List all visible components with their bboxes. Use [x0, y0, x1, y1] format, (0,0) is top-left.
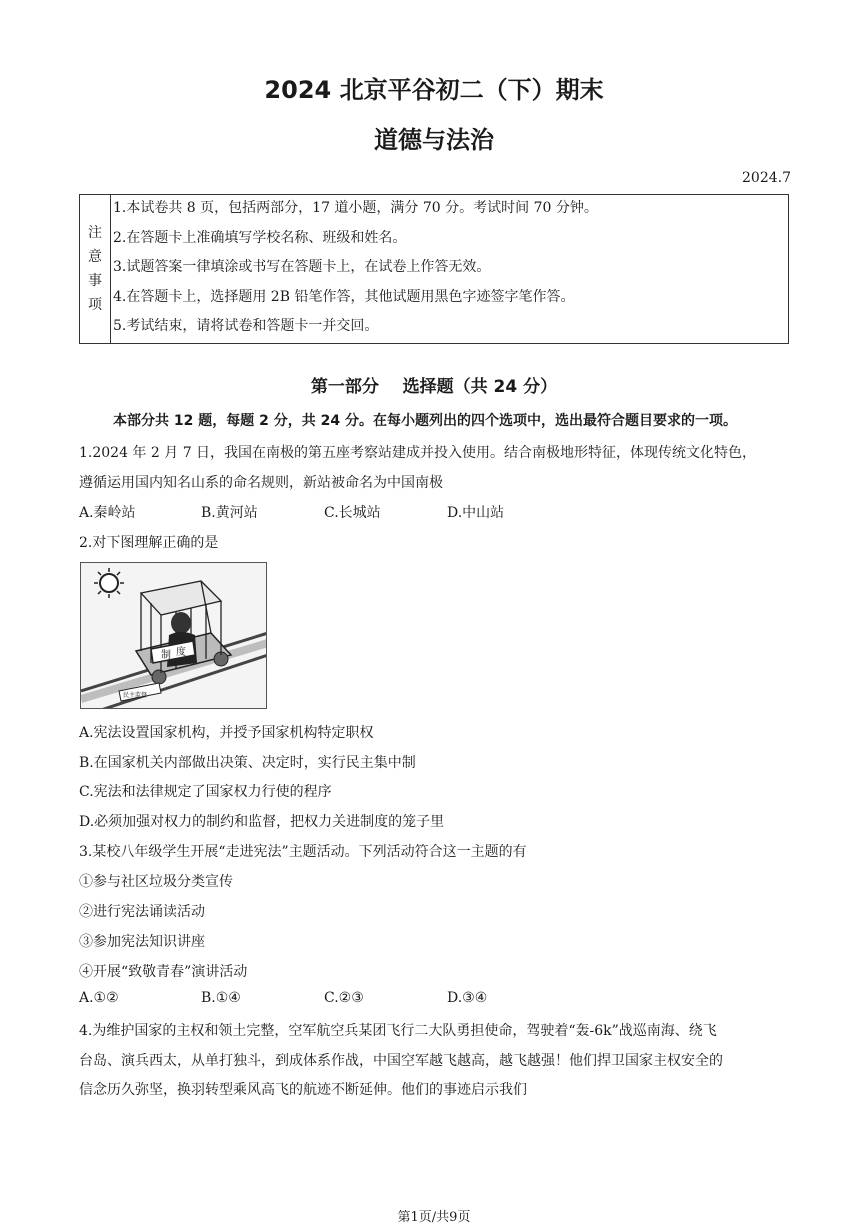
notice-item: 5.考试结束，请将试卷和答题卡一并交回。: [113, 318, 379, 335]
q3-item-3: ③参加宪法知识讲座: [79, 934, 205, 950]
notice-label-char: 项: [88, 297, 102, 313]
q3-item-1: ①参与社区垃圾分类宣传: [79, 874, 233, 890]
q2-option-d[interactable]: D.必须加强对权力的制约和监督，把权力关进制度的笼子里: [79, 814, 445, 830]
q1-option-b[interactable]: B.黄河站: [201, 505, 258, 521]
notice-item: 4.在答题卡上，选择题用 2B 铅笔作答，其他试题用黑色字迹签字笔作答。: [113, 288, 575, 305]
q2-option-c[interactable]: C.宪法和法律规定了国家权力行使的程序: [79, 784, 332, 800]
exam-title: 2024 北京平谷初二（下）期末: [264, 76, 604, 104]
q2-option-b[interactable]: B.在国家机关内部做出决策、决定时，实行民主集中制: [79, 755, 416, 771]
q3-item-4: ④开展“致敬青春”演讲活动: [79, 964, 248, 980]
notice-label-char: 意: [88, 249, 102, 265]
q3-item-2: ②进行宪法诵读活动: [79, 904, 205, 920]
exam-date: 2024.7: [742, 170, 791, 186]
label-board-char-1: 制: [161, 650, 171, 661]
q3-option-d[interactable]: D.③④: [447, 990, 488, 1006]
power-cage-cartoon: [81, 563, 267, 709]
q4-stem-line2: 台岛、演兵西太，从单打独斗，到成体系作战，中国空军越飞越高，越飞越强！他们捍卫国家主权安全的: [79, 1053, 723, 1069]
q3-option-a[interactable]: A.①②: [79, 990, 119, 1006]
label-board-char-2: 度: [176, 647, 186, 658]
notice-box: [79, 194, 789, 344]
cartoon-figure: [80, 562, 267, 709]
q3-stem: 3.某校八年级学生开展“走进宪法”主题活动。下列活动符合这一主题的有: [79, 844, 527, 860]
q1-stem-line2: 遵循运用国内知名山系的命名规则，新站被命名为中国南极: [79, 475, 443, 491]
q1-option-d[interactable]: D.中山站: [447, 505, 505, 521]
q4-stem-line1: 4.为维护国家的主权和领土完整，空军航空兵某团飞行二大队勇担使命，驾驶着“轰-6k”战巡南海、绕飞: [79, 1023, 717, 1039]
q3-option-b[interactable]: B.①④: [201, 990, 241, 1006]
sun-icon: [94, 568, 124, 598]
notice-item: 1.本试卷共 8 页，包括两部分，17 道小题，满分 70 分。考试时间 70 分钟。: [113, 200, 598, 216]
notice-label: [80, 195, 111, 343]
q4-stem-line3: 信念历久弥坚，换羽转型乘风高飞的航迹不断延伸。他们的事迹启示我们: [79, 1082, 527, 1098]
notice-items: [111, 195, 788, 343]
notice-label-char: 注: [88, 225, 102, 241]
q3-option-c[interactable]: C.②③: [324, 990, 364, 1006]
page-footer: 第1页/共9页: [397, 1210, 471, 1225]
subject-title: 道德与法治: [374, 126, 494, 154]
q1-option-a[interactable]: A.秦岭站: [79, 505, 136, 521]
q2-option-a[interactable]: A.宪法设置国家机构，并授予国家机构特定职权: [79, 725, 374, 741]
q1-option-c[interactable]: C.长城站: [324, 505, 381, 521]
section-title: 第一部分 选择题（共 24 分）: [310, 377, 558, 397]
section-instruction: 本部分共 12 题，每题 2 分，共 24 分。在每小题列出的四个选项中，选出最符合题目要求的一项。: [113, 413, 737, 429]
notice-label-char: 事: [88, 273, 102, 289]
bottom-sign-text: 民主监督: [123, 692, 148, 699]
q2-stem: 2.对下图理解正确的是: [79, 535, 219, 551]
notice-item: 2.在答题卡上准确填写学校名称、班级和姓名。: [113, 229, 407, 246]
notice-item: 3.试题答案一律填涂或书写在答题卡上，在试卷上作答无效。: [113, 259, 491, 276]
q1-stem-line1: 1.2024 年 2 月 7 日，我国在南极的第五座考察站建成并投入使用。结合南极地形特征，体现传统文化特色，: [79, 445, 757, 461]
